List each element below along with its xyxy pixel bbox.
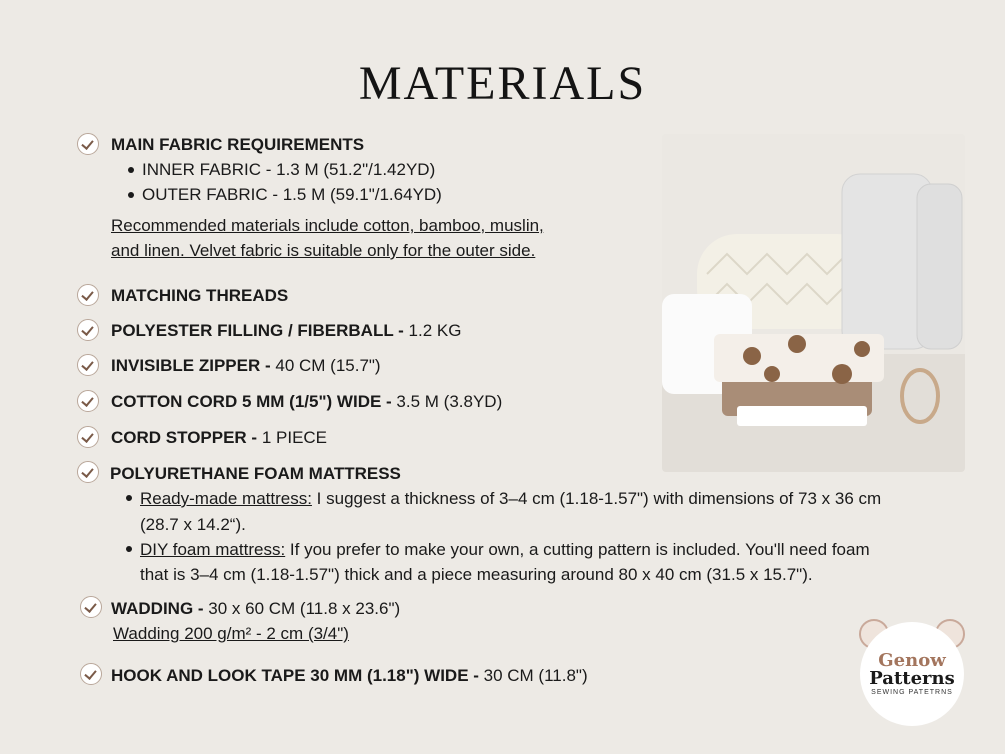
check-circle-icon: [80, 663, 102, 685]
check-circle-icon: [77, 133, 99, 155]
outer-fabric-item: OUTER FABRIC - 1.5 M (59.1"/1.64YD): [142, 185, 442, 204]
cord-value: 3.5 M (3.8YD): [396, 392, 503, 411]
logo-line1: Genow: [878, 650, 946, 671]
page-title: MATERIALS: [358, 57, 647, 110]
diy-mattress-text1: If you prefer to make your own, a cutting pattern is included. You'll need foam: [285, 540, 870, 559]
bullet-icon: [126, 495, 132, 501]
diy-mattress-line1: [140, 539, 870, 561]
ready-mattress-line1: [140, 488, 881, 510]
filling-value: 1.2 KG: [408, 321, 462, 340]
bullet-icon: [128, 167, 134, 173]
stopper-label: CORD STOPPER -: [111, 428, 262, 447]
materials-photo: [662, 134, 965, 472]
zipper-value: 40 CM (15.7"): [275, 356, 381, 375]
filling-label: POLYESTER FILLING / FIBERBALL -: [111, 321, 409, 340]
wadding-value: 30 x 60 CM (11.8 x 23.6"): [208, 599, 401, 618]
wadding-label: WADDING -: [111, 599, 209, 618]
stopper-value: 1 PIECE: [261, 428, 328, 447]
inner-fabric-item: INNER FABRIC - 1.3 M (51.2"/1.42YD): [142, 160, 436, 179]
diy-mattress-text2: that is 3–4 cm (1.18-1.57") thick and a piece measuring around 80 x 40 cm (31.5 x 15.7").: [140, 565, 813, 584]
hook-tape-value: 30 CM (11.8"): [483, 666, 588, 685]
cord-label: COTTON CORD 5 MM (1/5") WIDE -: [111, 392, 397, 411]
fabric-note-line1: Recommended materials include cotton, bamboo, muslin,: [111, 216, 544, 235]
check-circle-icon: [77, 390, 99, 412]
logo-line2: Patterns: [869, 668, 955, 689]
foam-heading: POLYURETHANE FOAM MATTRESS: [110, 464, 401, 483]
check-circle-icon: [80, 596, 102, 618]
check-circle-icon: [77, 426, 99, 448]
fabric-note-line2: and linen. Velvet fabric is suitable only for the outer side.: [111, 241, 536, 260]
threads-label: MATCHING THREADS: [111, 286, 289, 305]
cord-item: [111, 391, 502, 413]
stopper-item: [111, 427, 327, 449]
wadding-note: Wadding 200 g/m² - 2 cm (3/4"): [113, 624, 349, 643]
main-fabric-heading: MAIN FABRIC REQUIREMENTS: [111, 135, 365, 154]
check-circle-icon: [77, 319, 99, 341]
logo-line3: SEWING PATETRNS: [871, 689, 953, 696]
ready-mattress-text2: (28.7 x 14.2“).: [140, 515, 246, 534]
diy-mattress-label: DIY foam mattress:: [140, 540, 286, 559]
bullet-icon: [128, 192, 134, 198]
check-circle-icon: [77, 461, 99, 483]
zipper-item: [111, 355, 381, 377]
wadding-item: [111, 598, 400, 620]
check-circle-icon: [77, 354, 99, 376]
brand-logo: [860, 622, 964, 726]
zipper-label: INVISIBLE ZIPPER -: [111, 356, 276, 375]
ready-mattress-label: Ready-made mattress:: [140, 489, 312, 508]
hook-tape-item: [111, 665, 588, 687]
filling-item: [111, 320, 461, 342]
ready-mattress-text1: I suggest a thickness of 3–4 cm (1.18-1.57") with dimensions of 73 x 36 cm: [311, 489, 882, 508]
bullet-icon: [126, 546, 132, 552]
check-circle-icon: [77, 284, 99, 306]
hook-tape-label: HOOK AND LOOK TAPE 30 MM (1.18") WIDE -: [111, 666, 484, 685]
